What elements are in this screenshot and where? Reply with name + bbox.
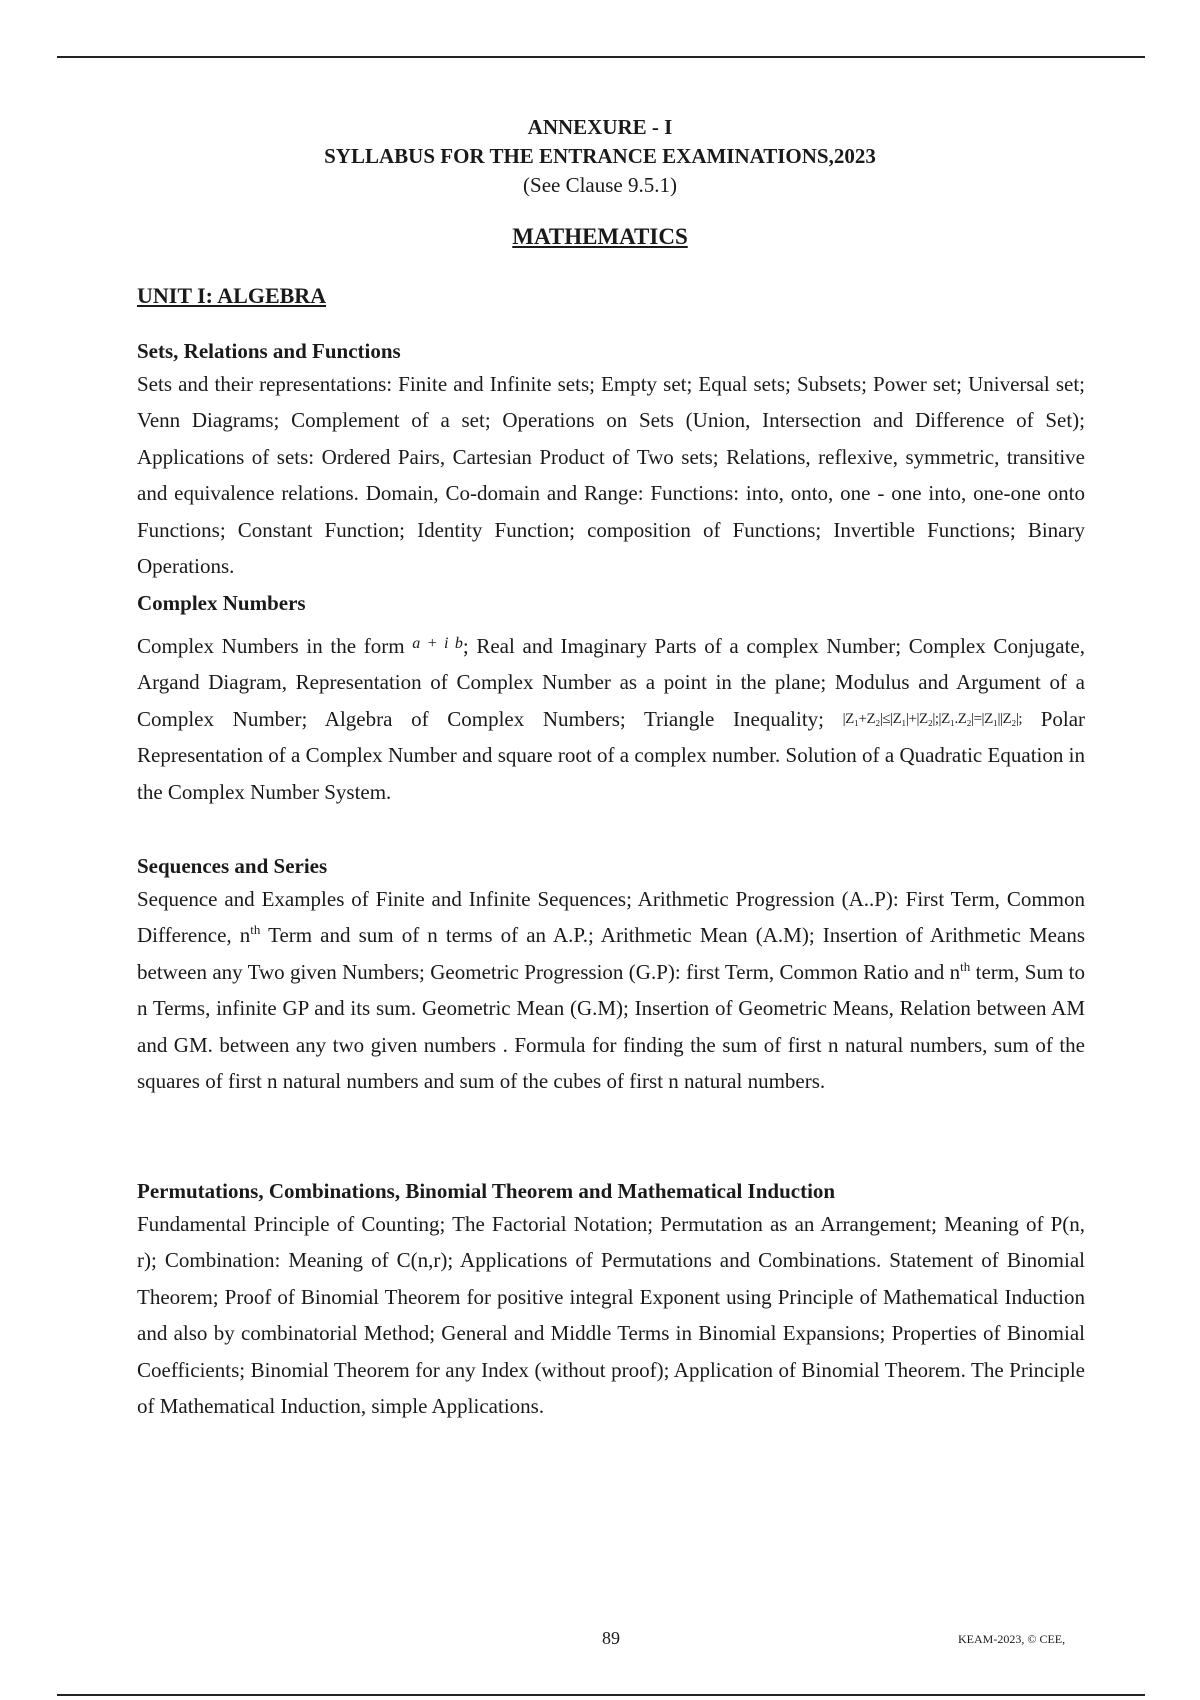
- section-permutations-combinations: [137, 1176, 1085, 1424]
- section-sequences-series: [137, 851, 1085, 1099]
- section-title: Permutations, Combinations, Binomial Theorem and Mathematical Induction: [137, 1179, 836, 1203]
- section-title: Sets, Relations and Functions: [137, 339, 401, 363]
- body-text: term, Sum to n Terms, infinite GP and its sum. Geometric Mean (G.M); Insertion of Geometric Means, Relation between AM and GM. between any two given numbers . Formula for finding the sum of first n natural numbers, sum of the squares of first n natural numbers and sum of the cubes of first n natural numbers.: [137, 959, 1085, 1094]
- section-complex-numbers: [137, 588, 1085, 810]
- body-text: Complex Numbers in the form: [137, 634, 405, 658]
- body-text: Sequence and Examples of Finite and Infinite Sequences; Arithmetic Progression (A..P): First Term, Common Difference, n: [137, 887, 1085, 948]
- complex-form-formula: a + i b: [412, 635, 463, 652]
- superscript-th: th: [250, 922, 261, 938]
- footer-copyright: KEAM-2023, © CEE,: [958, 1632, 1066, 1646]
- section-title: Complex Numbers: [137, 591, 306, 615]
- unit-heading: UNIT I: ALGEBRA: [137, 283, 327, 308]
- annexure-heading: ANNEXURE - I: [527, 115, 673, 139]
- section-body: [137, 626, 1085, 810]
- subject-heading: MATHEMATICS: [512, 224, 688, 249]
- body-text: Term and sum of n terms of an A.P.; Arithmetic Mean (A.M); Insertion of Arithmetic Means between any Two given Numbers; Geometric Progression (G.P): first Term, Common Ratio and n: [137, 923, 1085, 984]
- section-sets-relations-functions: [137, 336, 1085, 584]
- bottom-rule: [57, 1694, 1145, 1696]
- section-body: Sets and their representations: Finite and Infinite sets; Empty set; Equal sets; Subsets; Power set; Universal set; Venn Diagrams; Complement of a set; Operations on Sets (Union, Intersection and Difference of Set); Applications of sets: Ordered Pairs, Cartesian Product of Two sets; Relations, reflexive, symmetric, transitive and equivalence relations. Domain, Co-domain and Range: Functions: into, onto, one - one into, one-one onto Functions; Constant Function; Identity Function; composition of Functions; Invertible Functions; Binary Operations.: [137, 372, 1085, 579]
- superscript-th: th: [960, 958, 971, 974]
- body-text: Polar Representation of a Complex Number and square root of a complex number. Solution of a Quadratic Equation in the Complex Number System.: [137, 706, 1086, 804]
- top-rule: [57, 56, 1145, 58]
- page-number: 89: [602, 1628, 620, 1648]
- triangle-inequality-formula: |Z₁+Z₂|≤|Z₁|+|Z₂|;|Z₁.Z₂|=|Z₁||Z₂|;: [842, 710, 1023, 727]
- syllabus-title: SYLLABUS FOR THE ENTRANCE EXAMINATIONS,2023: [324, 144, 876, 168]
- section-title: Sequences and Series: [137, 854, 328, 878]
- clause-reference: (See Clause 9.5.1): [523, 173, 677, 197]
- document-header: [0, 113, 1200, 200]
- body-text: ; Real and Imaginary Parts of a complex Number; Complex Conjugate, Argand Diagram, Representation of Complex Number as a point in the plane; Modulus and Argument of a Complex Number; Algebra of Complex Numbers; Triangle Inequality;: [137, 634, 1086, 731]
- section-body: [137, 881, 1085, 1099]
- section-body: Fundamental Principle of Counting; The Factorial Notation; Permutation as an Arrangement; Meaning of P(n, r); Combination: Meaning of C(n,r); Applications of Permutations and Combinations. Statement of Binomial Theorem; Proof of Binomial Theorem for positive integral Exponent using Principle of Mathematical Induction and also by combinatorial Method; General and Middle Terms in Binomial Expansions; Properties of Binomial Coefficients; Binomial Theorem for any Index (without proof); Application of Binomial Theorem. The Principle of Mathematical Induction, simple Applications.: [137, 1212, 1085, 1419]
